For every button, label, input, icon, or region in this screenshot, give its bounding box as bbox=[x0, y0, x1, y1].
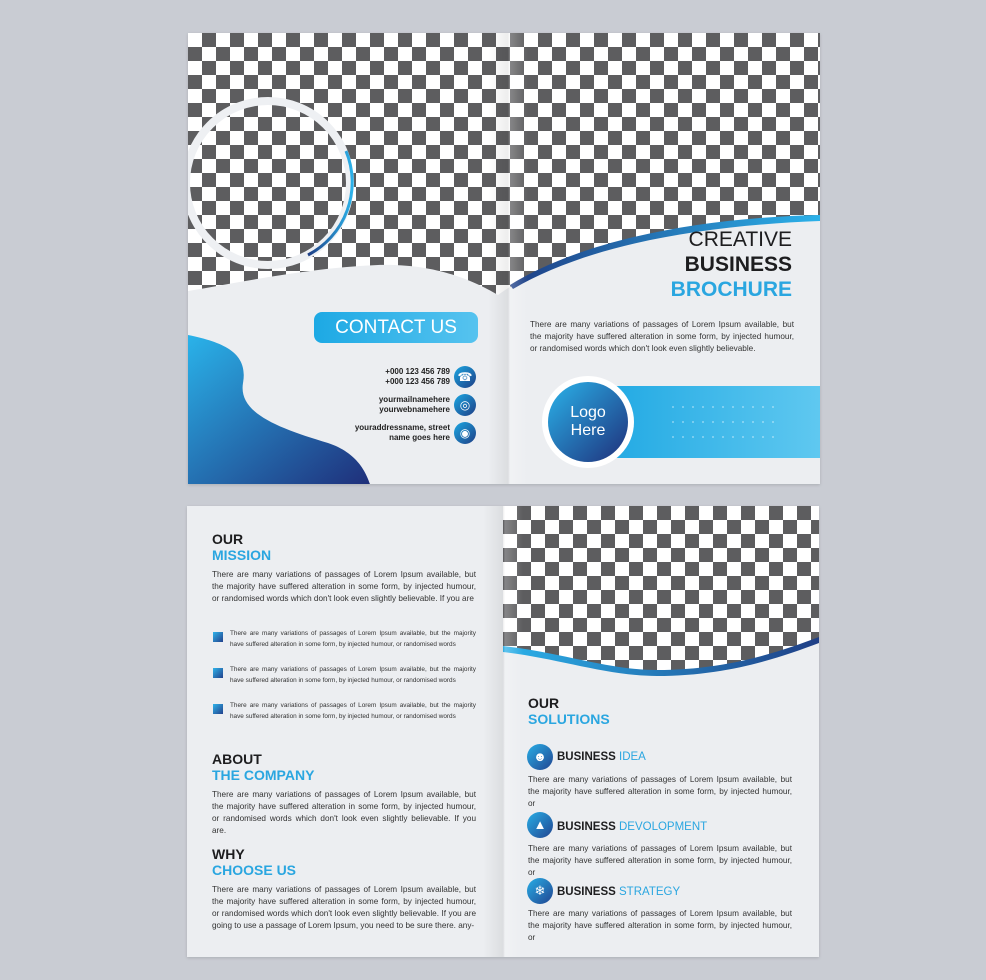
why-heading bbox=[212, 846, 296, 878]
solution-text-2: There are many variations of passages of Lorem Ipsum available, but the majority have suffered alteration in some form, by injected humour, or bbox=[528, 844, 792, 877]
mission-bullet-3: There are many variations of passages of Lorem Ipsum available, but the majority have suffered alteration in some form, by injected humour, or randomised words bbox=[230, 702, 476, 720]
cover-intro-text: There are many variations of passages of Lorem Ipsum available, but the majority have suffered alteration in some form, by injected humour, or randomised words which don't look even slightly believable. bbox=[530, 320, 794, 353]
why-title-2: CHOOSE US bbox=[212, 862, 297, 878]
contact-address bbox=[355, 423, 450, 443]
cover-ring bbox=[188, 101, 350, 265]
about-title-1: ABOUT bbox=[212, 751, 262, 767]
website: yourwebnamehere bbox=[379, 405, 450, 414]
contact-us-button[interactable]: CONTACT US bbox=[314, 312, 478, 343]
contact-email-web bbox=[379, 395, 450, 415]
why-title-1: WHY bbox=[212, 846, 245, 862]
solution-text-1: There are many variations of passages of Lorem Ipsum available, but the majority have suffered alteration in some form, by injected humour, or bbox=[528, 775, 792, 808]
mission-heading bbox=[212, 531, 271, 563]
bullet-icon bbox=[213, 704, 223, 714]
mission-bullet-2: There are many variations of passages of Lorem Ipsum available, but the majority have suffered alteration in some form, by injected humour, or randomised words bbox=[230, 666, 476, 684]
headline-line3: BROCHURE bbox=[670, 278, 792, 301]
solution-title-1 bbox=[557, 750, 646, 764]
brochure-cover-spread bbox=[188, 33, 820, 484]
solution-2-blue: DEVOLOPMENT bbox=[619, 821, 708, 833]
solution-text-3: There are many variations of passages of Lorem Ipsum available, but the majority have suffered alteration in some form, by injected humour, or bbox=[528, 909, 792, 942]
headline-line1: CREATIVE bbox=[688, 228, 792, 251]
solution-3-dark: BUSINESS bbox=[557, 886, 616, 898]
logo-line-1: Logo bbox=[570, 404, 606, 421]
solution-title-2 bbox=[557, 820, 707, 834]
solutions-title-2: SOLUTIONS bbox=[528, 711, 610, 727]
brochure-inside-spread bbox=[187, 506, 819, 957]
phone-icon: ☎ bbox=[454, 366, 476, 388]
globe-icon: ◎ bbox=[454, 394, 476, 416]
email: yourmailnamehere bbox=[378, 395, 450, 404]
mission-title-1: OUR bbox=[212, 531, 244, 547]
phone-1: +000 123 456 789 bbox=[385, 367, 450, 376]
about-text: There are many variations of passages of Lorem Ipsum available, but the majority have suffered alteration in some form, by injected humour, or randomised words which don't look even slightly believable. If you are. bbox=[212, 790, 476, 835]
about-title-2: THE COMPANY bbox=[212, 767, 315, 783]
solution-2-dark: BUSINESS bbox=[557, 821, 616, 833]
phone-2: +000 123 456 789 bbox=[385, 377, 450, 386]
solution-3-blue: STRATEGY bbox=[619, 886, 681, 898]
about-heading bbox=[212, 751, 314, 783]
mission-text: There are many variations of passages of Lorem Ipsum available, but the majority have suffered alteration in some form, by injected humour, or randomised words which don't look even slightly believable. If you are bbox=[212, 570, 476, 603]
chart-icon: ▲ bbox=[527, 812, 553, 838]
solution-1-dark: BUSINESS bbox=[557, 751, 616, 763]
address-line-1: youraddressname, street bbox=[354, 423, 450, 432]
headline-line2: BUSINESS bbox=[684, 253, 792, 276]
bullet-icon bbox=[213, 632, 223, 642]
logo-placeholder bbox=[548, 404, 628, 440]
head-icon: ☻ bbox=[527, 744, 553, 770]
mission-bullet-1: There are many variations of passages of Lorem Ipsum available, but the majority have suffered alteration in some form, by injected humour, or randomised words bbox=[230, 630, 476, 648]
solution-title-3 bbox=[557, 885, 680, 899]
solution-1-blue: IDEA bbox=[619, 751, 646, 763]
contact-phones bbox=[385, 367, 450, 387]
solutions-title-1: OUR bbox=[528, 695, 560, 711]
solutions-heading bbox=[528, 695, 610, 727]
location-pin-icon: ◉ bbox=[454, 422, 476, 444]
bullet-icon bbox=[213, 668, 223, 678]
mission-title-2: MISSION bbox=[212, 547, 272, 563]
bulb-icon: ❄ bbox=[527, 878, 553, 904]
address-line-2: name goes here bbox=[389, 433, 450, 442]
why-text: There are many variations of passages of Lorem Ipsum available, but the majority have suffered alteration in some form, by injected humour, or randomised words which don't look even slightly believable. If you are going to use a passage of Lorem Ipsum, you need to be sure there. any- bbox=[212, 885, 476, 930]
logo-line-2: Here bbox=[570, 422, 606, 439]
